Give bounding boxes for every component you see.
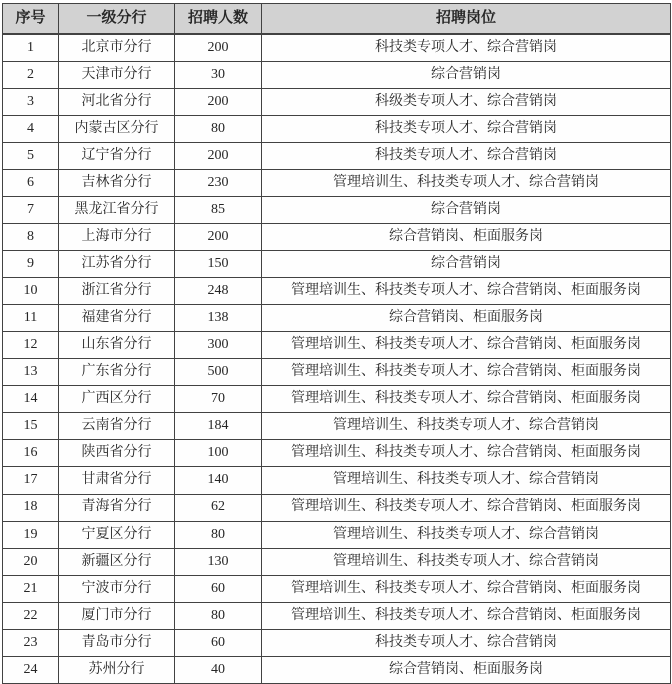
- cell-branch: 宁波市分行: [59, 575, 175, 602]
- table-row: [3, 494, 671, 521]
- cell-positions: 管理培训生、科技类专项人才、综合营销岗: [262, 413, 671, 440]
- table-row: [3, 575, 671, 602]
- cell-index: 21: [3, 575, 59, 602]
- cell-branch: 新疆区分行: [59, 548, 175, 575]
- table-row: [3, 548, 671, 575]
- table-row: [3, 440, 671, 467]
- cell-headcount: 200: [175, 88, 262, 115]
- cell-index: 18: [3, 494, 59, 521]
- table-row: [3, 467, 671, 494]
- cell-headcount: 230: [175, 169, 262, 196]
- cell-positions: 科级类专项人才、综合营销岗: [262, 88, 671, 115]
- header-row: [3, 4, 671, 34]
- cell-positions: 管理培训生、科技类专项人才、综合营销岗、柜面服务岗: [262, 278, 671, 305]
- cell-branch: 天津市分行: [59, 61, 175, 88]
- cell-index: 17: [3, 467, 59, 494]
- table-row: [3, 34, 671, 62]
- cell-positions: 综合营销岗: [262, 61, 671, 88]
- column-header-headcount: 招聘人数: [175, 4, 262, 34]
- cell-positions: 管理培训生、科技类专项人才、综合营销岗、柜面服务岗: [262, 602, 671, 629]
- cell-branch: 云南省分行: [59, 413, 175, 440]
- cell-index: 20: [3, 548, 59, 575]
- cell-headcount: 40: [175, 656, 262, 683]
- cell-headcount: 248: [175, 278, 262, 305]
- cell-index: 9: [3, 251, 59, 278]
- cell-index: 8: [3, 224, 59, 251]
- table-row: [3, 224, 671, 251]
- table-row: [3, 656, 671, 683]
- cell-headcount: 80: [175, 115, 262, 142]
- cell-headcount: 130: [175, 548, 262, 575]
- cell-branch: 黑龙江省分行: [59, 196, 175, 223]
- cell-index: 24: [3, 656, 59, 683]
- cell-branch: 内蒙古区分行: [59, 115, 175, 142]
- table-body: [3, 34, 671, 684]
- cell-headcount: 138: [175, 305, 262, 332]
- cell-branch: 吉林省分行: [59, 169, 175, 196]
- cell-branch: 辽宁省分行: [59, 142, 175, 169]
- cell-branch: 北京市分行: [59, 34, 175, 62]
- cell-headcount: 200: [175, 142, 262, 169]
- table-row: [3, 115, 671, 142]
- cell-headcount: 62: [175, 494, 262, 521]
- cell-headcount: 70: [175, 386, 262, 413]
- cell-branch: 宁夏区分行: [59, 521, 175, 548]
- column-header-branch: 一级分行: [59, 4, 175, 34]
- cell-headcount: 200: [175, 34, 262, 62]
- table-row: [3, 88, 671, 115]
- cell-headcount: 60: [175, 575, 262, 602]
- table-row: [3, 196, 671, 223]
- column-header-positions: 招聘岗位: [262, 4, 671, 34]
- cell-branch: 甘肃省分行: [59, 467, 175, 494]
- cell-index: 4: [3, 115, 59, 142]
- cell-index: 23: [3, 629, 59, 656]
- cell-index: 5: [3, 142, 59, 169]
- cell-positions: 综合营销岗: [262, 196, 671, 223]
- cell-index: 13: [3, 359, 59, 386]
- cell-branch: 浙江省分行: [59, 278, 175, 305]
- cell-index: 22: [3, 602, 59, 629]
- table-row: [3, 278, 671, 305]
- table-row: [3, 305, 671, 332]
- cell-branch: 青海省分行: [59, 494, 175, 521]
- table-row: [3, 386, 671, 413]
- table-row: [3, 629, 671, 656]
- cell-index: 1: [3, 34, 59, 62]
- table-row: [3, 169, 671, 196]
- table-row: [3, 251, 671, 278]
- cell-positions: 综合营销岗、柜面服务岗: [262, 224, 671, 251]
- cell-headcount: 200: [175, 224, 262, 251]
- cell-positions: 综合营销岗: [262, 251, 671, 278]
- cell-index: 16: [3, 440, 59, 467]
- cell-positions: 综合营销岗、柜面服务岗: [262, 305, 671, 332]
- cell-positions: 管理培训生、科技类专项人才、综合营销岗、柜面服务岗: [262, 359, 671, 386]
- cell-branch: 河北省分行: [59, 88, 175, 115]
- table-row: [3, 61, 671, 88]
- table-row: [3, 332, 671, 359]
- cell-positions: 管理培训生、科技类专项人才、综合营销岗: [262, 169, 671, 196]
- cell-branch: 苏州分行: [59, 656, 175, 683]
- cell-index: 3: [3, 88, 59, 115]
- table-row: [3, 602, 671, 629]
- recruitment-table: [2, 3, 671, 684]
- cell-branch: 福建省分行: [59, 305, 175, 332]
- cell-headcount: 300: [175, 332, 262, 359]
- cell-branch: 厦门市分行: [59, 602, 175, 629]
- cell-headcount: 184: [175, 413, 262, 440]
- cell-positions: 综合营销岗、柜面服务岗: [262, 656, 671, 683]
- cell-headcount: 150: [175, 251, 262, 278]
- cell-positions: 管理培训生、科技类专项人才、综合营销岗、柜面服务岗: [262, 440, 671, 467]
- cell-index: 12: [3, 332, 59, 359]
- cell-positions: 管理培训生、科技类专项人才、综合营销岗、柜面服务岗: [262, 494, 671, 521]
- cell-branch: 广东省分行: [59, 359, 175, 386]
- cell-positions: 管理培训生、科技类专项人才、综合营销岗: [262, 467, 671, 494]
- cell-index: 19: [3, 521, 59, 548]
- cell-headcount: 85: [175, 196, 262, 223]
- cell-positions: 管理培训生、科技类专项人才、综合营销岗: [262, 521, 671, 548]
- cell-branch: 上海市分行: [59, 224, 175, 251]
- cell-positions: 管理培训生、科技类专项人才、综合营销岗: [262, 548, 671, 575]
- cell-positions: 科技类专项人才、综合营销岗: [262, 142, 671, 169]
- cell-index: 14: [3, 386, 59, 413]
- cell-positions: 管理培训生、科技类专项人才、综合营销岗、柜面服务岗: [262, 386, 671, 413]
- cell-index: 2: [3, 61, 59, 88]
- cell-branch: 广西区分行: [59, 386, 175, 413]
- cell-index: 15: [3, 413, 59, 440]
- table-row: [3, 359, 671, 386]
- table-row: [3, 521, 671, 548]
- table-row: [3, 142, 671, 169]
- cell-positions: 管理培训生、科技类专项人才、综合营销岗、柜面服务岗: [262, 332, 671, 359]
- cell-branch: 青岛市分行: [59, 629, 175, 656]
- column-header-index: 序号: [3, 4, 59, 34]
- cell-branch: 陕西省分行: [59, 440, 175, 467]
- cell-headcount: 30: [175, 61, 262, 88]
- cell-headcount: 80: [175, 521, 262, 548]
- table-row: [3, 413, 671, 440]
- cell-branch: 江苏省分行: [59, 251, 175, 278]
- cell-headcount: 60: [175, 629, 262, 656]
- cell-positions: 科技类专项人才、综合营销岗: [262, 34, 671, 62]
- cell-headcount: 80: [175, 602, 262, 629]
- cell-positions: 管理培训生、科技类专项人才、综合营销岗、柜面服务岗: [262, 575, 671, 602]
- cell-index: 11: [3, 305, 59, 332]
- cell-index: 6: [3, 169, 59, 196]
- cell-headcount: 140: [175, 467, 262, 494]
- cell-branch: 山东省分行: [59, 332, 175, 359]
- cell-headcount: 500: [175, 359, 262, 386]
- cell-positions: 科技类专项人才、综合营销岗: [262, 115, 671, 142]
- cell-headcount: 100: [175, 440, 262, 467]
- cell-index: 7: [3, 196, 59, 223]
- cell-index: 10: [3, 278, 59, 305]
- cell-positions: 科技类专项人才、综合营销岗: [262, 629, 671, 656]
